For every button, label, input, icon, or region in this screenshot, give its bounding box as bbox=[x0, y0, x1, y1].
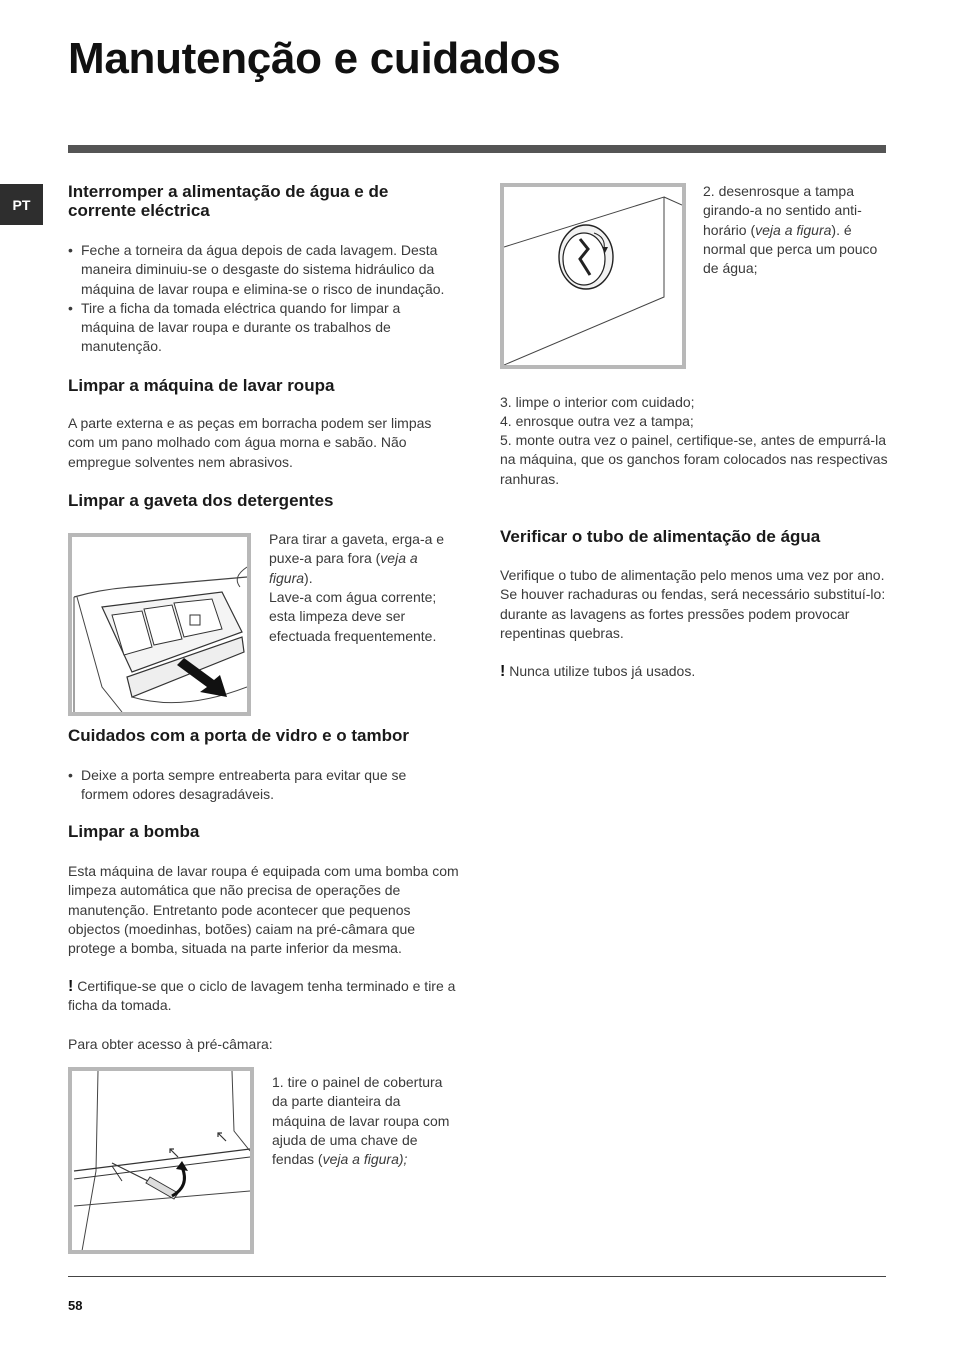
access-text: Para obter acesso à pré-câmara: bbox=[68, 1036, 273, 1052]
pump-cover-illustration bbox=[504, 187, 682, 365]
heading-door-drum: Cuidados com a porta de vidro e o tambor bbox=[68, 726, 409, 745]
step-5: 5. monte outra vez o painel, certifique-se, antes de empurrá-la na máquina, que os ganchos foram colocados nas respectivas ranhuras. bbox=[500, 432, 888, 487]
clean-pump-text: Esta máquina de lavar roupa é equipada com uma bomba com limpeza automática que não precisa de operações de manutenção. Entretanto pode acontecer que pequenos objectos (moedinhas, botões) caiam na pré-câmara que protege a bomba, situada na parte inferior da mesma. bbox=[68, 863, 459, 957]
page-number: 58 bbox=[68, 1298, 83, 1313]
heading-clean-drawer: Limpar a gaveta dos detergentes bbox=[68, 491, 334, 510]
heading-check-hose: Verificar o tubo de alimentação de água bbox=[500, 527, 821, 546]
drawer-text-b: Lave-a com água corrente; esta limpeza deve ser efectuada frequentemente. bbox=[269, 589, 437, 644]
warning-mark: ! bbox=[500, 663, 506, 680]
step-3: 3. limpe o interior com cuidado; bbox=[500, 394, 695, 410]
list-item: • Deixe a porta sempre entreaberta para evitar que se formem odores desagradáveis. bbox=[68, 766, 456, 805]
hose-warning: ! Nunca utilize tubos já usados. bbox=[500, 663, 696, 680]
drawer-text-a: Para tirar a gaveta, erga-a e puxe-a para fora (veja a figura). bbox=[269, 531, 445, 586]
language-tab: PT bbox=[0, 184, 43, 225]
step-4: 4. enrosque outra vez a tampa; bbox=[500, 413, 694, 429]
page-title: Manutenção e cuidados bbox=[68, 34, 561, 83]
detergent-drawer-figure bbox=[68, 533, 251, 716]
interrupt-supply-list bbox=[68, 241, 456, 357]
detergent-drawer-illustration bbox=[72, 537, 247, 712]
list-item: • Tire a ficha da tomada eléctrica quando for limpar a máquina de lavar roupa e durante os trabalhos de manutenção. bbox=[68, 299, 456, 357]
clean-machine-text: A parte externa e as peças em borracha podem ser limpas com um pano molhado com água morna e sabão. Não empregue solventes nem abrasivos. bbox=[68, 415, 432, 470]
heading-interrupt-supply: Interromper a alimentação de água e de corrente eléctrica bbox=[68, 182, 389, 220]
door-drum-list bbox=[68, 766, 456, 805]
footer-rule bbox=[68, 1276, 886, 1277]
warning-mark: ! bbox=[68, 978, 74, 995]
step-2: 2. desenrosque a tampa girando-a no sentido anti-horário (veja a figura). é normal que perca um pouco de água; bbox=[703, 183, 878, 277]
heading-clean-machine: Limpar a máquina de lavar roupa bbox=[68, 376, 335, 395]
front-panel-figure bbox=[68, 1067, 254, 1254]
step-1: 1. tire o painel de cobertura da parte dianteira da máquina de lavar roupa com ajuda de uma chave de fendas (veja a figura); bbox=[272, 1074, 450, 1168]
front-panel-illustration bbox=[72, 1071, 250, 1250]
pump-cover-figure bbox=[500, 183, 686, 369]
title-rule bbox=[68, 145, 886, 153]
list-item: • Feche a torneira da água depois de cada lavagem. Desta maneira diminuiu-se o desgaste do sistema hidráulico da máquina de lavar roupa e elimina-se o risco de inundação. bbox=[68, 241, 456, 299]
pump-warning: ! Certifique-se que o ciclo de lavagem tenha terminado e tire a ficha da tomada. bbox=[68, 978, 456, 1014]
heading-clean-pump: Limpar a bomba bbox=[68, 822, 200, 841]
check-hose-text: Verifique o tubo de alimentação pelo menos uma vez por ano. Se houver rachaduras ou fendas, será necessário substituí-lo: durante as lavagens as fortes pressões podem provocar repentinas quebras. bbox=[500, 567, 886, 641]
